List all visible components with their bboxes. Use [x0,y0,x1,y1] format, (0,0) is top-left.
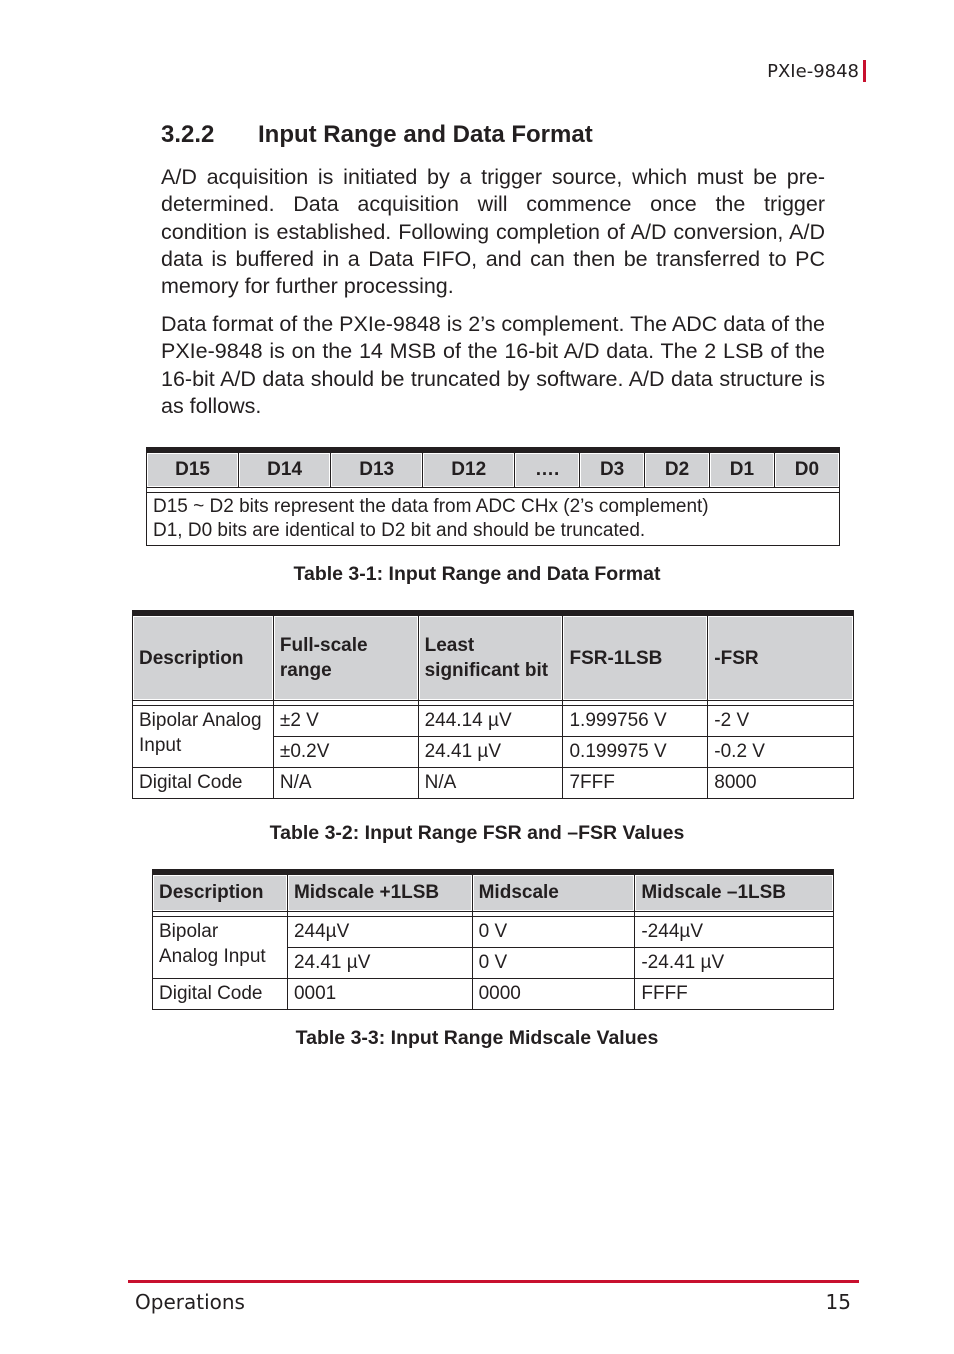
table-cell: -0.2 V [708,737,854,768]
header-cell: D3 [580,450,645,488]
table-cell: N/A [418,768,563,799]
table-cell: -2 V [708,706,854,737]
table-cell: 244µV [287,917,472,948]
header-cell: D13 [331,450,423,488]
section-heading [161,121,593,149]
table-cell: N/A [273,768,418,799]
header-cell: Description [133,613,274,701]
table-cell: 244.14 µV [418,706,563,737]
table-cell: ±2 V [273,706,418,737]
note-line: D15 ~ D2 bits represent the data from ADC CHx (2’s complement) [153,496,709,517]
table-cell: 24.41 µV [418,737,563,768]
row-label: Digital Code [133,768,274,799]
paragraph-2: Data format of the PXIe-9848 is 2’s complement. The ADC data of the PXIe-9848 is on the 14 MSB of the 16-bit A/D data. The 2 LSB of the 16-bit A/D data should be truncated by software. A/D data structure is as follows. [161,312,825,418]
table-cell: -24.41 µV [635,948,834,979]
header-cell: FSR-1LSB [563,613,708,701]
header-accent-bar [863,60,866,82]
page-number: 15 [825,1290,851,1314]
header-cell: D1 [709,450,774,488]
section-title: Input Range and Data Format [258,121,593,148]
header-cell: Midscale +1LSB [287,872,472,912]
header-cell: Full-scale range [273,613,418,701]
table-row [153,979,834,1010]
table-cell: 7FFF [563,768,708,799]
header-cell: D0 [774,450,839,488]
footer-divider [128,1280,859,1283]
table-row [153,917,834,948]
header-cell: …. [515,450,580,488]
data-format-table [146,447,840,546]
footer-section: Operations [135,1290,245,1314]
row-label: Digital Code [153,979,288,1010]
header-cell: Least significant bit [418,613,563,701]
table-header-row [133,613,854,701]
table-cell: 1.999756 V [563,706,708,737]
table-cell: 0 V [472,917,635,948]
header-cell: -FSR [708,613,854,701]
table-caption: Table 3-2: Input Range FSR and –FSR Values [269,822,685,844]
table-header-row [153,872,834,912]
product-name: PXIe-9848 [767,60,859,82]
row-label: Bipolar Analog Input [153,917,288,979]
table-cell: 0001 [287,979,472,1010]
table-cell: 24.41 µV [287,948,472,979]
table-cell: 0 V [472,948,635,979]
header-cell: Description [153,872,288,912]
header-cell: D15 [147,450,239,488]
table-row [133,768,854,799]
table-cell: 0000 [472,979,635,1010]
header-cell: Midscale –1LSB [635,872,834,912]
table-cell: ±0.2V [273,737,418,768]
fsr-table [132,610,854,799]
table-caption: Table 3-3: Input Range Midscale Values [295,1027,659,1049]
table-row [133,706,854,737]
table-cell: 8000 [708,768,854,799]
header-cell: Midscale [472,872,635,912]
paragraph-1: A/D acquisition is initiated by a trigger source, which must be pre-determined. Data acquisition will commence once the trigger condition is established. Following completion of A/D conversion, A/D data is buffered in a Data FIFO, and can then be transferred to PC memory for further processing. [161,165,825,299]
note-line: D1, D0 bits are identical to D2 bit and should be truncated. [153,520,646,541]
table-cell: 0.199975 V [563,737,708,768]
page-header [767,60,866,82]
bit-description-cell [147,493,840,546]
header-cell: D2 [645,450,710,488]
table-header-row [147,450,840,488]
row-label: Bipolar Analog Input [133,706,274,768]
header-cell: D12 [423,450,515,488]
table-row [147,493,840,546]
header-cell: D14 [239,450,331,488]
table-cell: FFFF [635,979,834,1010]
table-caption: Table 3-1: Input Range and Data Format [293,563,661,585]
table-cell: -244µV [635,917,834,948]
midscale-table [152,869,834,1010]
section-number: 3.2.2 [161,121,215,148]
